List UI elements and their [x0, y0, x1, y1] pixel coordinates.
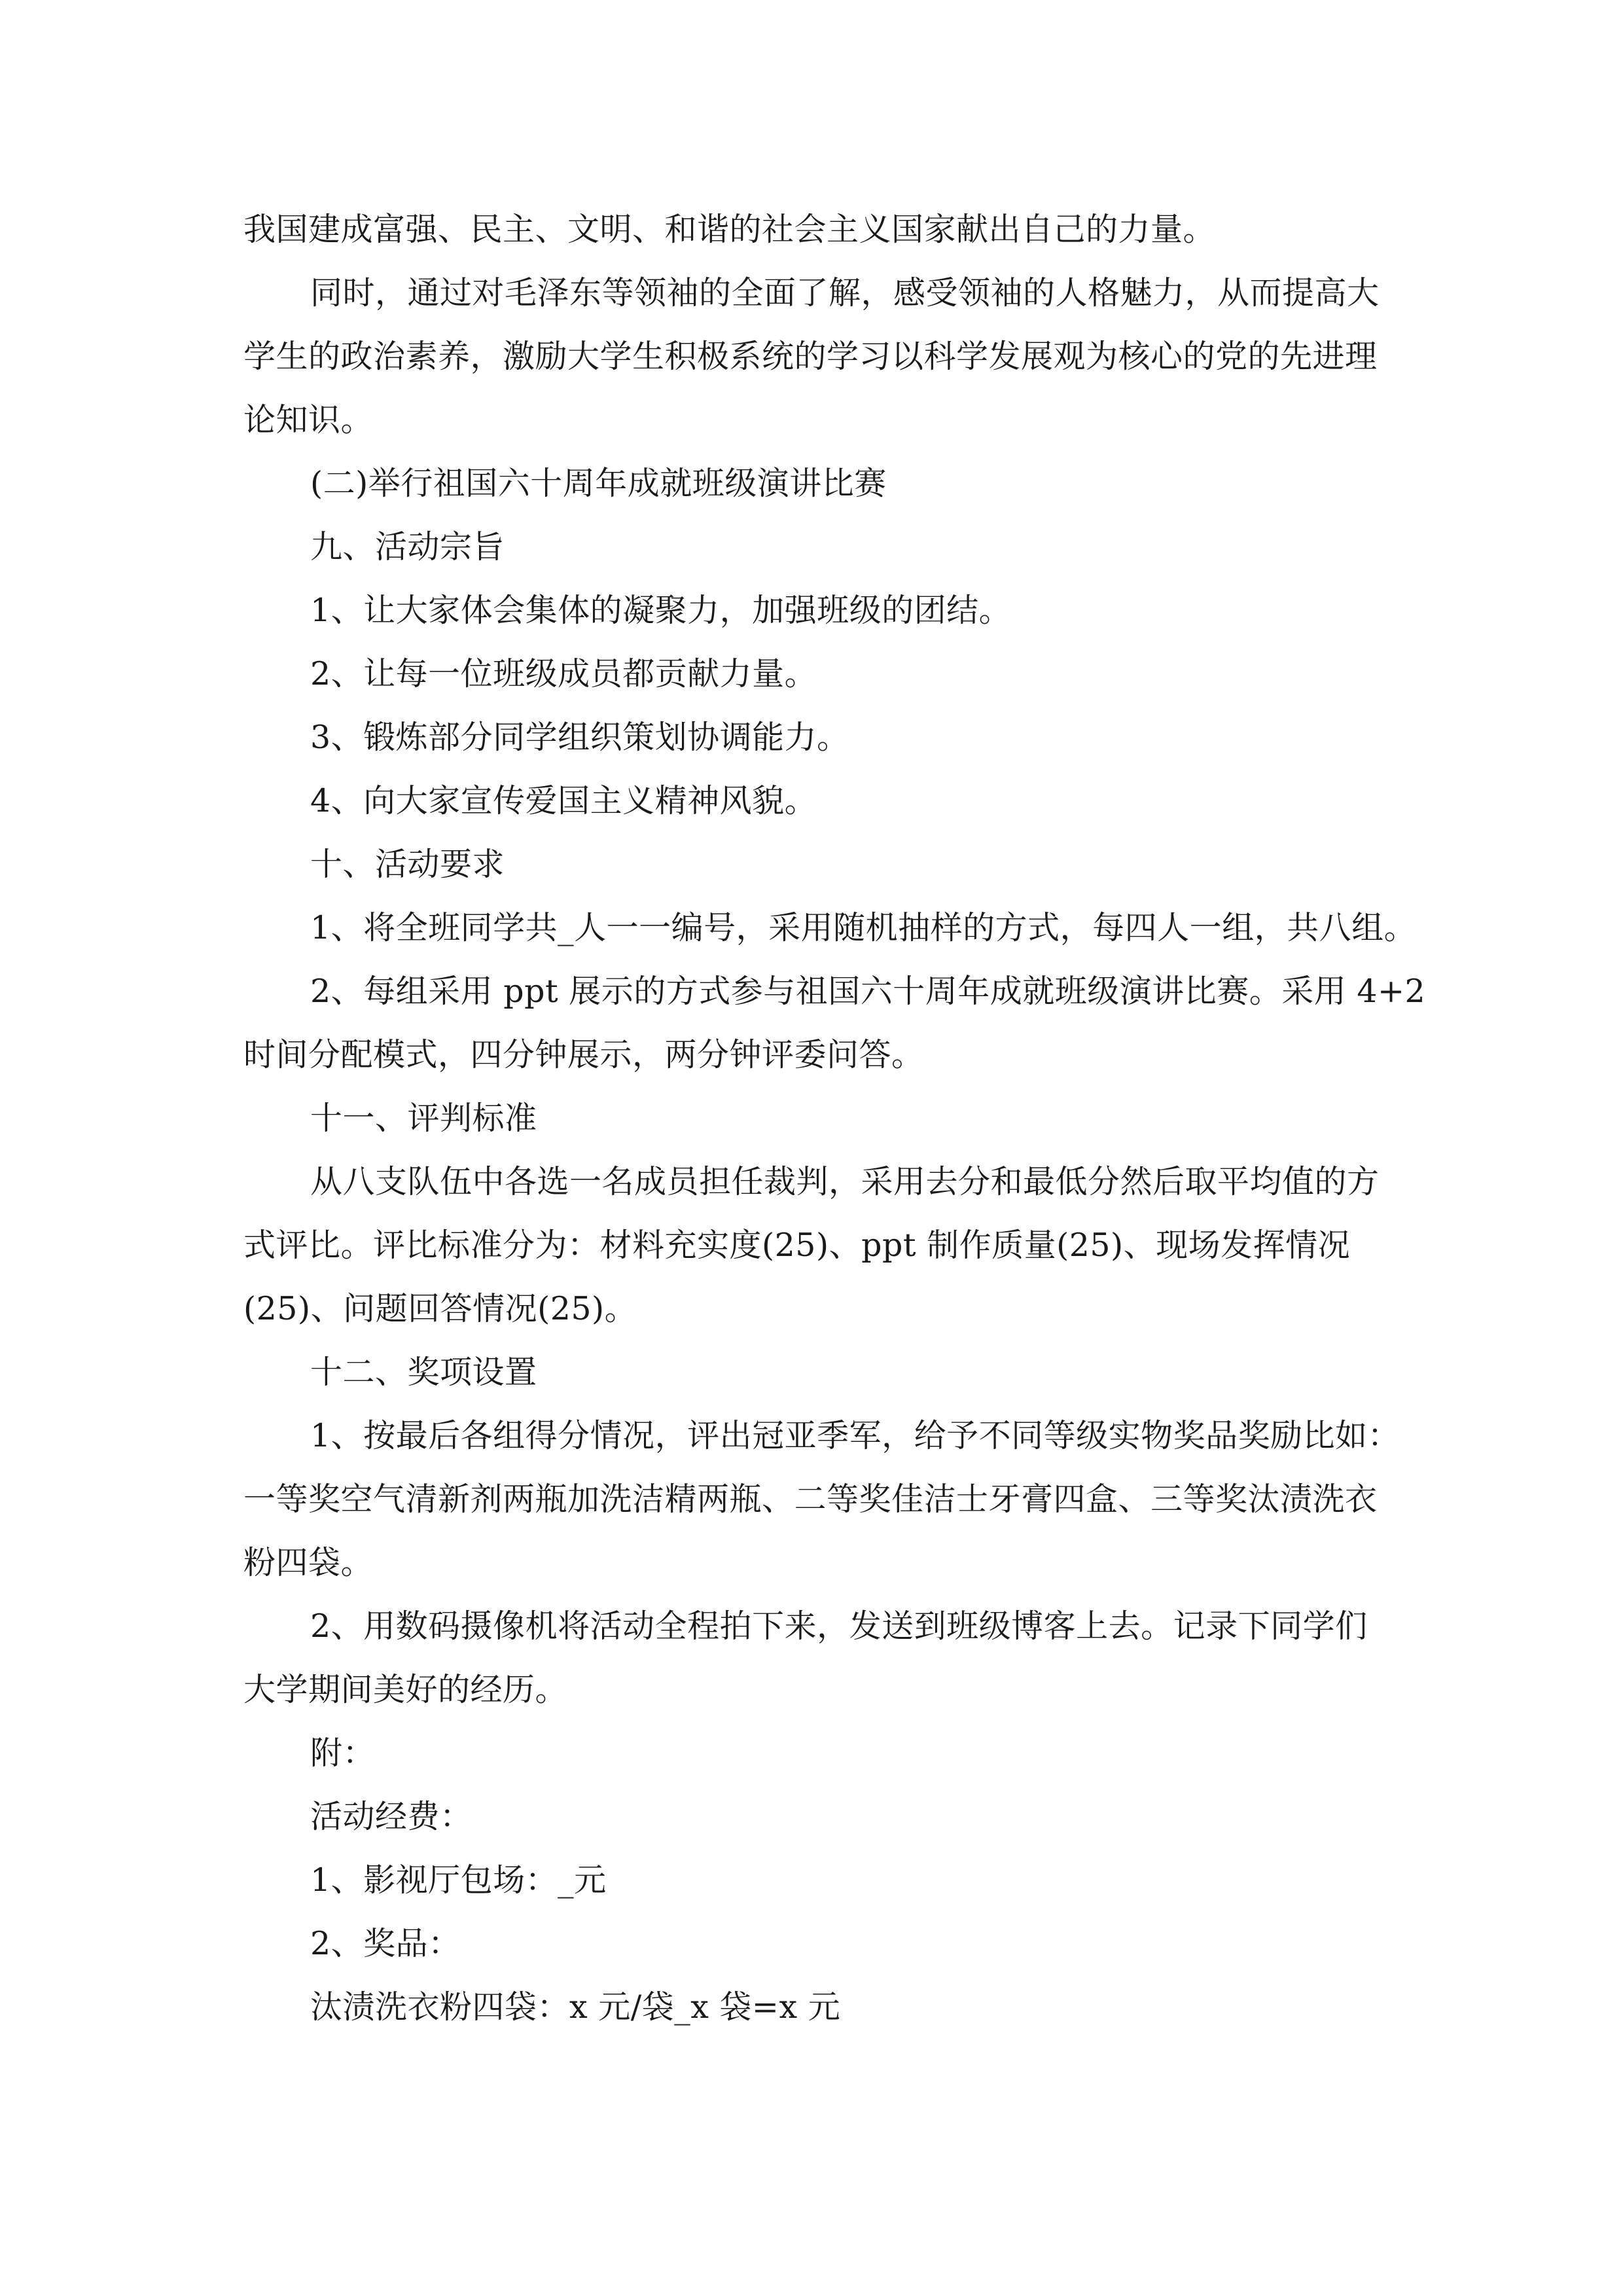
list-item: 1、按最后各组得分情况，评出冠亚季军，给予不同等级实物奖品奖励比如：: [310, 1417, 1400, 1454]
budget-item: 汰渍洗衣粉四袋：x 元/袋_x 袋=x 元: [310, 1988, 841, 2026]
budget-item: 2、奖品：: [310, 1925, 461, 1962]
paragraph-line: 式评比。评比标准分为：材料充实度(25)、ppt 制作质量(25)、现场发挥情况: [243, 1227, 1351, 1264]
list-item: 1、让大家体会集体的凝聚力，加强班级的团结。: [310, 592, 1012, 629]
paragraph-line: 学生的政治素养，激励大学生积极系统的学习以科学发展观为核心的党的先进理: [243, 338, 1378, 375]
paragraph-line: 大学期间美好的经历。: [243, 1671, 568, 1708]
budget-heading: 活动经费：: [310, 1798, 473, 1835]
paragraph-line: 一等奖空气清新剂两瓶加洗洁精两瓶、二等奖佳洁士牙膏四盒、三等奖汰渍洗衣: [243, 1480, 1378, 1518]
list-item: 1、将全班同学共_人一一编号，采用随机抽样的方式，每四人一组，共八组。: [310, 909, 1417, 946]
section-heading: 九、活动宗旨: [310, 528, 505, 565]
paragraph-line: 粉四袋。: [243, 1544, 374, 1581]
paragraph-line: 从八支队伍中各选一名成员担任裁判，采用去分和最低分然后取平均值的方: [310, 1163, 1380, 1200]
budget-item: 1、影视厅包场：_元: [310, 1861, 607, 1899]
section-heading: 十一、评判标准: [310, 1100, 537, 1137]
list-item: 4、向大家宣传爱国主义精神风貌。: [310, 782, 817, 819]
paragraph-line: (25)、问题回答情况(25)。: [243, 1290, 637, 1327]
section-heading: 十二、奖项设置: [310, 1354, 537, 1391]
paragraph-line: 时间分配模式，四分钟展示，两分钟评委问答。: [243, 1036, 924, 1073]
list-item: 2、用数码摄像机将活动全程拍下来，发送到班级博客上去。记录下同学们: [310, 1607, 1368, 1645]
list-item: 3、锻炼部分同学组织策划协调能力。: [310, 719, 849, 756]
section-heading: 十、活动要求: [310, 846, 505, 883]
list-item: 2、每组采用 ppt 展示的方式参与祖国六十周年成就班级演讲比赛。采用 4+2: [310, 973, 1426, 1010]
paragraph-line: 同时，通过对毛泽东等领袖的全面了解，感受领袖的人格魅力，从而提高大: [310, 274, 1380, 312]
appendix-heading: 附：: [310, 1734, 376, 1772]
paragraph-line: 论知识。: [243, 401, 374, 439]
list-item: 2、让每一位班级成员都贡献力量。: [310, 655, 817, 692]
paragraph-line: 我国建成富强、民主、文明、和谐的社会主义国家献出自己的力量。: [243, 211, 1216, 248]
section-heading: (二)举行祖国六十周年成就班级演讲比赛: [310, 465, 887, 502]
